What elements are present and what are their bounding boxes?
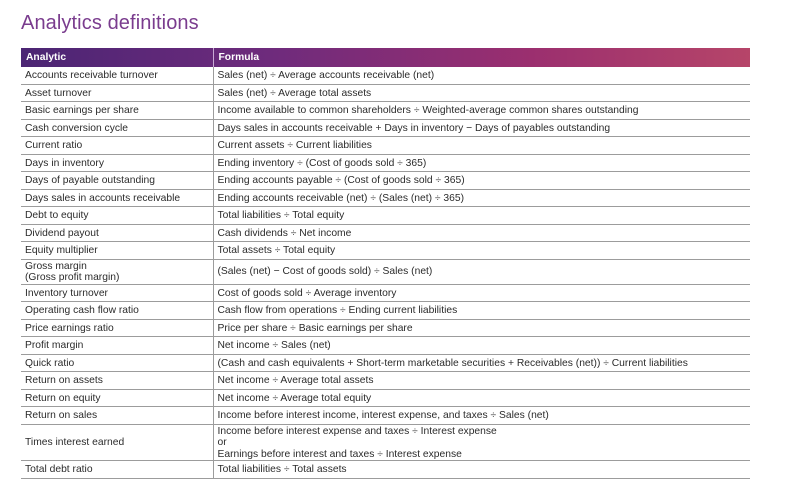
formula-cell xyxy=(213,337,750,355)
analytic-name: Debt to equity xyxy=(25,210,89,221)
formula-text: Income before interest expense and taxes ÷ Interest expense xyxy=(217,425,497,437)
analytic-cell xyxy=(21,372,213,390)
analytic-name: Accounts receivable turnover xyxy=(25,70,158,81)
formula-cell xyxy=(213,154,750,172)
analytic-cell xyxy=(21,119,213,137)
formula-text: Sales (net) ÷ Average accounts receivable (net) xyxy=(217,70,435,81)
table-row xyxy=(21,224,750,242)
analytic-name: Operating cash flow ratio xyxy=(25,305,139,316)
formula-cell xyxy=(213,84,750,102)
analytic-cell xyxy=(21,67,213,84)
analytic-cell xyxy=(21,354,213,372)
formula-text: Net income ÷ Average total equity xyxy=(217,392,372,404)
formula-cell xyxy=(213,224,750,242)
formula-cell xyxy=(213,319,750,337)
formula-cell xyxy=(213,389,750,407)
table-row xyxy=(21,102,750,120)
analytic-name: (Gross profit margin) xyxy=(25,272,120,283)
analytic-cell xyxy=(21,102,213,120)
analytics-definitions-table xyxy=(21,48,750,479)
table-row xyxy=(21,119,750,137)
table-row xyxy=(21,354,750,372)
formula-text: Net income ÷ Sales (net) xyxy=(217,340,331,351)
analytic-cell xyxy=(21,154,213,172)
formula-cell xyxy=(213,284,750,302)
table-row xyxy=(21,84,750,102)
formula-text: Net income ÷ Average total assets xyxy=(217,375,374,386)
formula-cell xyxy=(213,354,750,372)
formula-text: Ending inventory ÷ (Cost of goods sold ÷ 365) xyxy=(217,157,427,169)
analytic-name: Days sales in accounts receivable xyxy=(25,192,181,204)
formula-text: Total assets ÷ Total equity xyxy=(217,245,336,256)
table-row xyxy=(21,372,750,390)
formula-cell xyxy=(213,461,750,479)
formula-text: Total liabilities ÷ Total assets xyxy=(217,464,347,475)
formula-cell xyxy=(213,119,750,137)
analytic-cell xyxy=(21,461,213,479)
analytic-cell xyxy=(21,242,213,260)
table-row xyxy=(21,302,750,320)
table-row xyxy=(21,154,750,172)
analytic-name: Current ratio xyxy=(25,140,83,151)
formula-text: Total liabilities ÷ Total equity xyxy=(217,210,345,221)
analytic-name: Price earnings ratio xyxy=(25,322,114,334)
analytic-cell xyxy=(21,424,213,461)
analytic-name: Gross margin xyxy=(25,260,87,272)
analytic-cell xyxy=(21,389,213,407)
table-row xyxy=(21,259,750,284)
formula-cell xyxy=(213,424,750,461)
analytic-name: Profit margin xyxy=(25,340,84,351)
table-row xyxy=(21,172,750,190)
analytic-name: Cash conversion cycle xyxy=(25,122,129,134)
table-header-row xyxy=(21,48,750,67)
formula-cell xyxy=(213,172,750,190)
formula-text: Income before interest income, interest expense, and taxes ÷ Sales (net) xyxy=(217,410,549,421)
analytic-cell xyxy=(21,407,213,425)
analytic-cell xyxy=(21,224,213,242)
header-formula: Formula xyxy=(218,52,260,63)
formula-text: Earnings before interest and taxes ÷ Interest expense xyxy=(217,448,462,460)
formula-text: Income available to common shareholders ÷ Weighted-average common shares outstanding xyxy=(217,105,639,116)
analytic-name: Days of payable outstanding xyxy=(25,175,155,186)
analytic-cell xyxy=(21,259,213,284)
analytic-cell xyxy=(21,319,213,337)
analytic-name: Inventory turnover xyxy=(25,287,108,299)
table-row xyxy=(21,407,750,425)
formula-text: Sales (net) ÷ Average total assets xyxy=(217,87,372,99)
formula-text: Current assets ÷ Current liabilities xyxy=(217,140,372,151)
formula-cell xyxy=(213,207,750,225)
analytic-cell xyxy=(21,189,213,207)
analytic-name: Asset turnover xyxy=(25,87,92,99)
analytic-name: Return on assets xyxy=(25,375,103,386)
analytic-cell xyxy=(21,84,213,102)
formula-text: Price per share ÷ Basic earnings per share xyxy=(217,322,413,334)
formula-cell xyxy=(213,407,750,425)
table-row xyxy=(21,67,750,84)
formula-cell xyxy=(213,259,750,284)
formula-cell xyxy=(213,67,750,84)
formula-text: Cost of goods sold ÷ Average inventory xyxy=(217,287,397,299)
formula-text: Ending accounts receivable (net) ÷ (Sales (net) ÷ 365) xyxy=(217,192,465,204)
formula-text: Cash flow from operations ÷ Ending current liabilities xyxy=(217,305,458,316)
page-title: Analytics definitions xyxy=(21,12,199,34)
formula-cell xyxy=(213,242,750,260)
analytic-cell xyxy=(21,137,213,155)
formula-text: Ending accounts payable ÷ (Cost of goods sold ÷ 365) xyxy=(217,175,465,186)
formula-cell xyxy=(213,189,750,207)
analytic-name: Days in inventory xyxy=(25,157,104,169)
formula-text: (Cash and cash equivalents + Short-term marketable securities + Receivables (net)) ÷ Current liabilities xyxy=(217,357,688,369)
analytic-name: Equity multiplier xyxy=(25,245,98,256)
formula-text: (Sales (net) − Cost of goods sold) ÷ Sales (net) xyxy=(217,266,433,278)
table-row xyxy=(21,389,750,407)
table-row xyxy=(21,337,750,355)
formula-cell xyxy=(213,137,750,155)
formula-text: Cash dividends ÷ Net income xyxy=(217,227,352,239)
analytic-name: Return on equity xyxy=(25,392,101,404)
analytic-cell xyxy=(21,172,213,190)
formula-text: or xyxy=(217,437,227,448)
analytic-name: Quick ratio xyxy=(25,357,75,369)
table-row xyxy=(21,424,750,461)
analytic-name: Total debt ratio xyxy=(25,464,93,475)
table-row xyxy=(21,207,750,225)
analytic-name: Return on sales xyxy=(25,410,98,421)
analytic-cell xyxy=(21,337,213,355)
formula-cell xyxy=(213,102,750,120)
table-row xyxy=(21,242,750,260)
analytic-cell xyxy=(21,284,213,302)
formula-cell xyxy=(213,372,750,390)
analytic-name: Dividend payout xyxy=(25,227,99,239)
analytic-cell xyxy=(21,207,213,225)
analytic-name: Basic earnings per share xyxy=(25,105,139,116)
header-analytic: Analytic xyxy=(21,48,213,67)
table-row xyxy=(21,137,750,155)
table-row xyxy=(21,189,750,207)
formula-text: Days sales in accounts receivable + Days in inventory − Days of payables outstanding xyxy=(217,122,611,134)
formula-cell xyxy=(213,302,750,320)
table-body xyxy=(21,67,750,478)
table-row xyxy=(21,284,750,302)
table-row xyxy=(21,319,750,337)
analytic-cell xyxy=(21,302,213,320)
table-row xyxy=(21,461,750,479)
analytic-name: Times interest earned xyxy=(25,437,125,448)
